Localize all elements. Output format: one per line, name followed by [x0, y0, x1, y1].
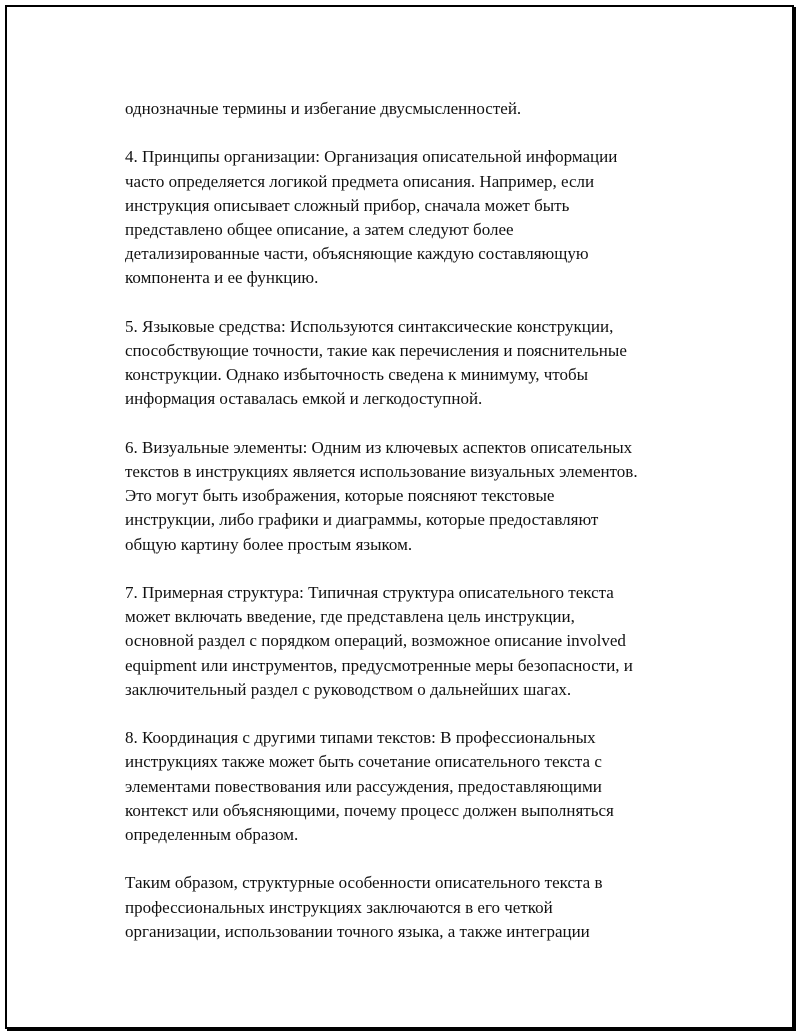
text-line: инструкциях также может быть сочетание описательного текста с [125, 752, 602, 772]
text-line: общую картину более простым языком. [125, 534, 413, 554]
paragraph-section-7 [125, 581, 695, 702]
paragraph-gap [125, 557, 695, 581]
paragraph-gap [125, 121, 695, 145]
text-line: организации, использовании точного языка, а также интеграции [125, 921, 590, 941]
text-line: инструкция описывает сложный прибор, сначала может быть [125, 195, 570, 215]
paragraph-gap [125, 291, 695, 315]
text-line: элементами повествования или рассуждения, предоставляющими [125, 776, 602, 796]
text-line: текстов в инструкциях является использование визуальных элементов. [125, 462, 638, 481]
text-line: определенным образом. [125, 825, 299, 845]
paragraph-section-8 [125, 726, 695, 847]
text-line: может включать введение, где представлена цель инструкции, [125, 607, 575, 627]
paragraph-section-4 [125, 145, 695, 290]
text-line: 4. Принципы организации: Организация описательной информации [125, 147, 618, 167]
text-line: equipment или инструментов, предусмотренные меры безопасности, и [125, 655, 633, 675]
paragraph-section-6 [125, 436, 695, 557]
page-frame [5, 5, 794, 1029]
text-line: способствующие точности, такие как перечисления и пояснительные [125, 341, 627, 360]
text-line: часто определяется логикой предмета описания. Например, если [125, 171, 595, 191]
text-line: детализированные части, объясняющие каждую составляющую [125, 244, 589, 264]
text-line: 8. Координация с другими типами текстов: В профессиональных [125, 728, 596, 748]
text-line: 5. Языковые средства: Используются синтаксические конструкции, [125, 316, 614, 336]
paragraph-gap [125, 412, 695, 436]
paragraph-conclusion [125, 871, 695, 944]
text-line: информация оставалась емкой и легкодоступной. [125, 389, 483, 409]
text-line: 6. Визуальные элементы: Одним из ключевых аспектов описательных [125, 437, 633, 457]
text-line: Это могут быть изображения, которые поясняют текстовые [125, 486, 555, 506]
text-line: однозначные термины и избегание двусмысленностей. [125, 99, 522, 118]
text-line: основной раздел с порядком операций, возможное описание involved [125, 631, 626, 651]
text-line: заключительный раздел с руководством о дальнейших шагах. [125, 679, 572, 699]
text-line: профессиональных инструкциях заключаются в его четкой [125, 897, 553, 917]
text-line: конструкции. Однако избыточность сведена к минимуму, чтобы [125, 365, 589, 385]
text-line: представлено общее описание, а затем следуют более [125, 220, 514, 239]
text-line: Таким образом, структурные особенности описательного текста в [125, 873, 603, 893]
paragraph-fragment-top [125, 97, 695, 121]
text-line: 7. Примерная структура: Типичная структура описательного текста [125, 583, 614, 602]
paragraph-gap [125, 702, 695, 726]
paragraph-gap [125, 847, 695, 871]
text-line: компонента и ее функцию. [125, 268, 319, 288]
paragraph-section-5 [125, 315, 695, 412]
text-line: инструкции, либо графики и диаграммы, которые предоставляют [125, 510, 599, 530]
text-line: контекст или объясняющими, почему процесс должен выполняться [125, 800, 614, 820]
page-content [125, 97, 695, 944]
